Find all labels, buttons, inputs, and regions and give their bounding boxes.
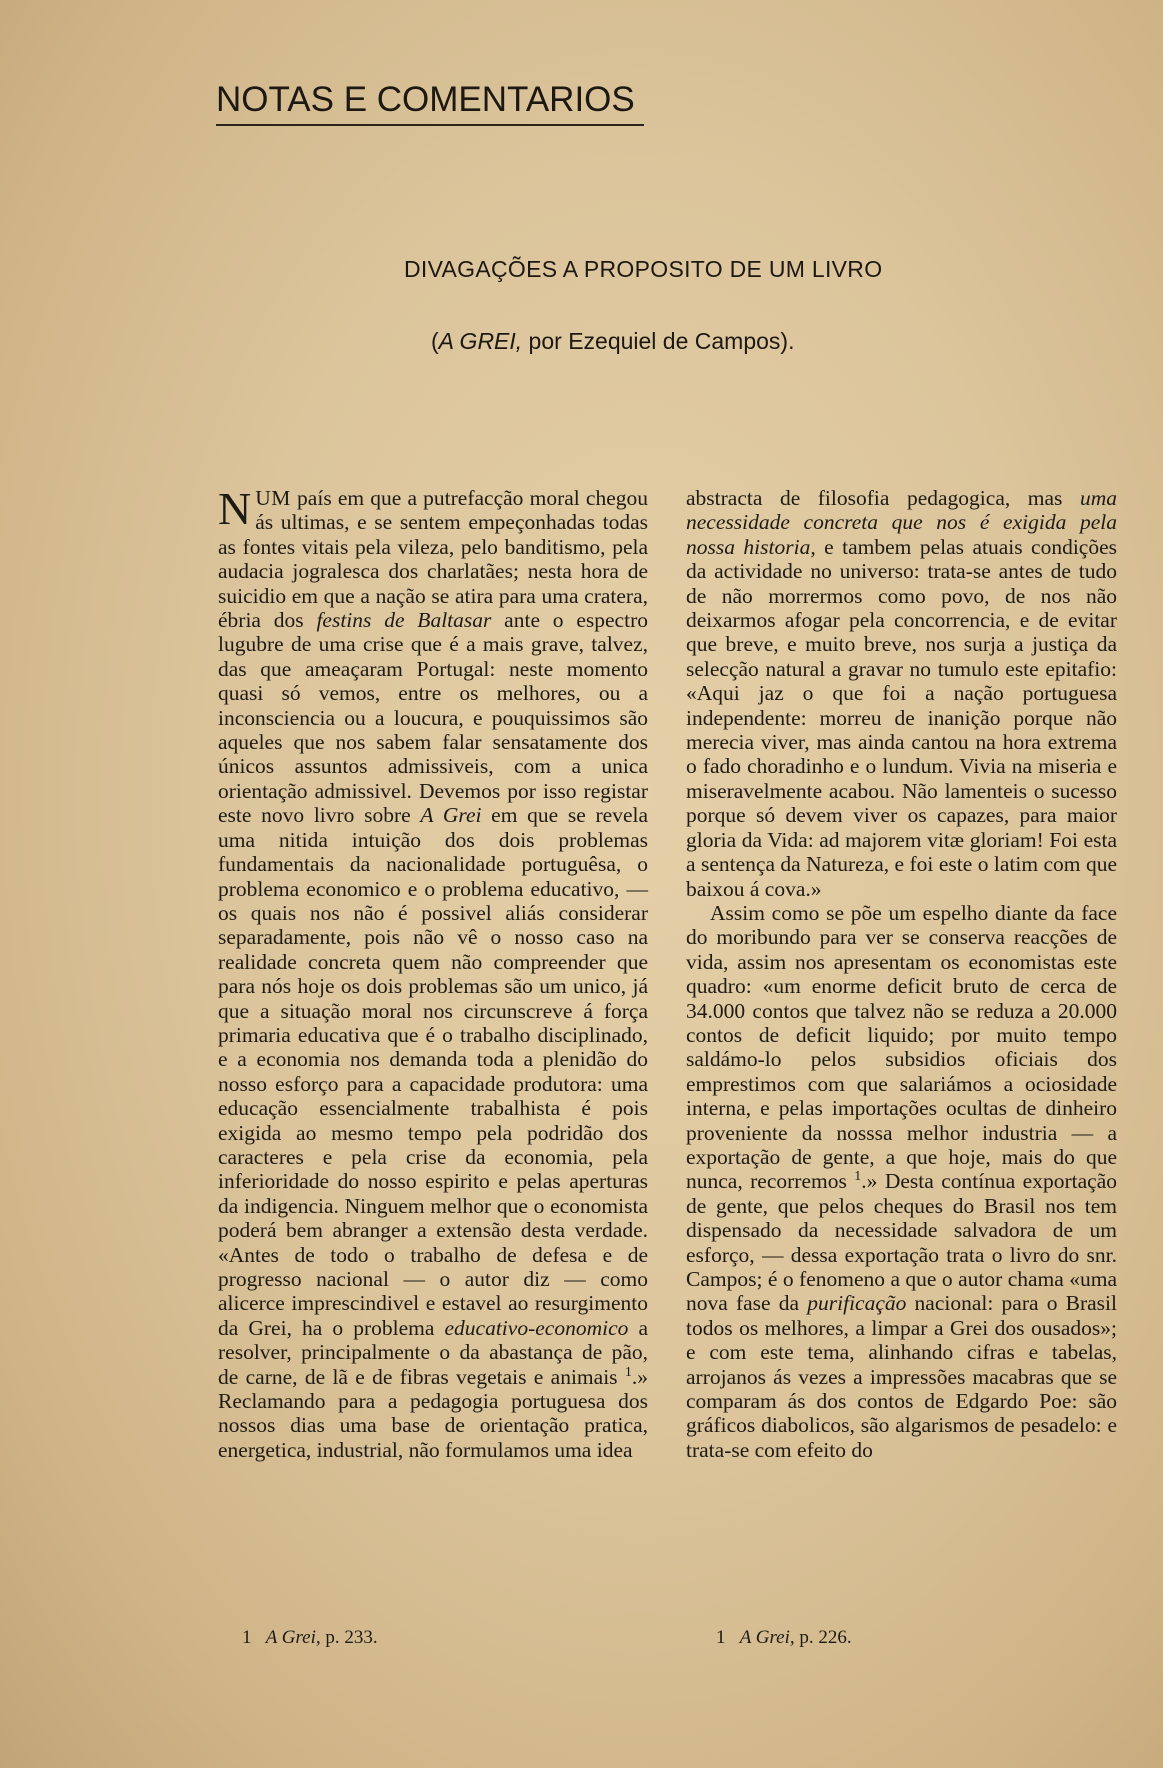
subtitle-open-paren: ( — [431, 328, 439, 354]
opening-word: UM — [255, 486, 291, 510]
italic-text: A Grei — [420, 803, 482, 828]
text-run: .» Desta contínua exportação de gente, que pelos cheques do Brasil nos tem dispensado da necessidade salvadora de um esforço, — dessa exportação trata o livro do snr. Campos; é o fenomeno a que o autor chama «uma nova fase da — [686, 1169, 1117, 1316]
footnote-source: A Grei, — [265, 1627, 321, 1648]
article-subtitle — [431, 328, 794, 355]
footnote-left — [242, 1627, 378, 1649]
text-run: .» Reclamando para a pedagogia portuguesa dos nossos dias uma base de orientação pratica, energetica, industrial, não formulamos uma idea — [218, 1364, 648, 1462]
article-title: DIVAGAÇÕES A PROPOSITO DE UM LIVRO — [404, 256, 883, 282]
footnote-number: 1 — [716, 1627, 726, 1648]
italic-text: purificação — [807, 1291, 907, 1316]
right-column — [686, 486, 1117, 1462]
italic-text: uma necessidade concreta que nos é exigida pela nossa historia, — [686, 486, 1117, 559]
drop-cap: N — [218, 483, 252, 534]
section-header: NOTAS E COMENTARIOS — [216, 78, 644, 126]
footnote-right — [716, 1627, 852, 1649]
footnote-source: A Grei, — [739, 1627, 795, 1648]
text-run: em que se revela uma nitida intuição dos dois problemas fundamentais da nacionalidade portuguêsa, o problema economico e o problema educativo, — os quais nos não é possivel aliás considerar separadamente, pois não vê o nosso caso na realidade concreta quem não compreender que para nós hoje os dois problemas são um unico, já que a situação moral nos circunscreve á força primaria educativa que é o trabalho disciplinado, e a economia nos demanda toda a plenidão do nosso esforço para a capacidade produtora: uma educação essencialmente trabalhista é pois exigida ao mesmo tempo pela podridão dos caracteres e pela crise da economia, pela inferioridade do nosso espirito e pelas aperturas da indigencia. Ninguem melhor que o economista poderá bem abranger a extensão desta verdade. «Antes de todo o trabalho de defesa e de progresso nacional — o autor diz — como alicerce imprescindivel e estavel ao resurgimento da Grei, ha o problema — [218, 803, 648, 1340]
subtitle-book-title: A GREI, — [438, 328, 523, 354]
footnote-number: 1 — [242, 1627, 252, 1648]
text-run: nacional: para o Brasil todos os melhores, a limpar a Grei dos ousados»; e com este tema, alinhando cifras e tabelas, arrojanos ás vezes a impressões macabras que se comparam ás dos contos de Edgardo Poe: são gráficos diabolicos, são algarismos de pesadelo: e trata-se com efeito do — [686, 1291, 1117, 1462]
right-paragraph-1 — [686, 486, 1117, 901]
text-run: país em que a putrefacção moral chegou ás ultimas, e se sentem empeçonhadas todas as fontes vitais pela vileza, pelo banditismo, pela audacia jogralesca dos charlatães; nesta hora de suicidio em que a nação se atira para uma cratera, ébria dos — [218, 486, 648, 633]
text-run: e tambem pelas atuais condições da actividade no universo: trata-se antes de tudo de não morrermos como povo, de nos não deixarmos afogar pela concorrencia, e de evitar que breve, e muito breve, nos surja a justiça da selecção natural a gravar no tumulo este epitafio: «Aqui jaz o que foi a nação portuguesa independente: morreu de inanição porque não merecia viver, mas ainda cantou na hora extrema o fado choradinho e o lundum. Vivia na miseria e miseravelmente acabou. Não lamenteis o sucesso porque só devem viver os capazes, para maior gloria da Vida: ad majorem vitæ gloriam! Foi esta a sentença da Natureza, e foi este o latim com que baixou á cova.» — [686, 534, 1117, 901]
italic-text: festins de Baltasar — [316, 608, 492, 633]
text-run: a resolver, principalmente o da abastança de pão, de carne, de lã e de fibras vegetais e animais — [218, 1315, 648, 1389]
footnote-marker: 1 — [854, 1169, 862, 1185]
subtitle-author: por Ezequiel de Campos). — [522, 328, 795, 354]
left-paragraph-1 — [218, 483, 648, 1462]
text-run: abstracta de filosofia pedagogica, mas — [686, 486, 1080, 510]
text-run: Assim como se põe um espelho diante da face do moribundo para ver se conserva reacções de vida, assim nos apresentam os economistas este quadro: «um enorme deficit bruto de cerca de 34.000 contos que talvez não se reduza a 20.000 contos de deficit liquido; por muito tempo saldámo-lo pelos subsidios oficiais dos emprestimos com que salariámos a ociosidade interna, e pelas importações ocultas de dinheiro proveniente da nosssa melhor industria — a exportação de gente, a que hoje, mais do que nunca, recorremos — [686, 900, 1117, 1194]
footnote-page: p. 226. — [794, 1627, 852, 1648]
footnote-page: p. 233. — [320, 1627, 378, 1648]
left-column — [218, 483, 648, 1462]
italic-text: educativo-economico — [444, 1315, 629, 1340]
footnote-marker: 1 — [624, 1364, 632, 1380]
right-paragraph-2 — [686, 901, 1117, 1462]
text-run: ante o espectro lugubre de uma crise que é a mais grave, talvez, das que ameaçaram Portugal: neste momento quasi só vemos, entre os melhores, ou a inconsciencia ou a loucura, e pouquissimos são aqueles que nos sabem falar sensatamente dos únicos assuntos admissiveis, com a unica orientação admissivel. Devemos por isso registar este novo livro sobre — [218, 608, 648, 828]
